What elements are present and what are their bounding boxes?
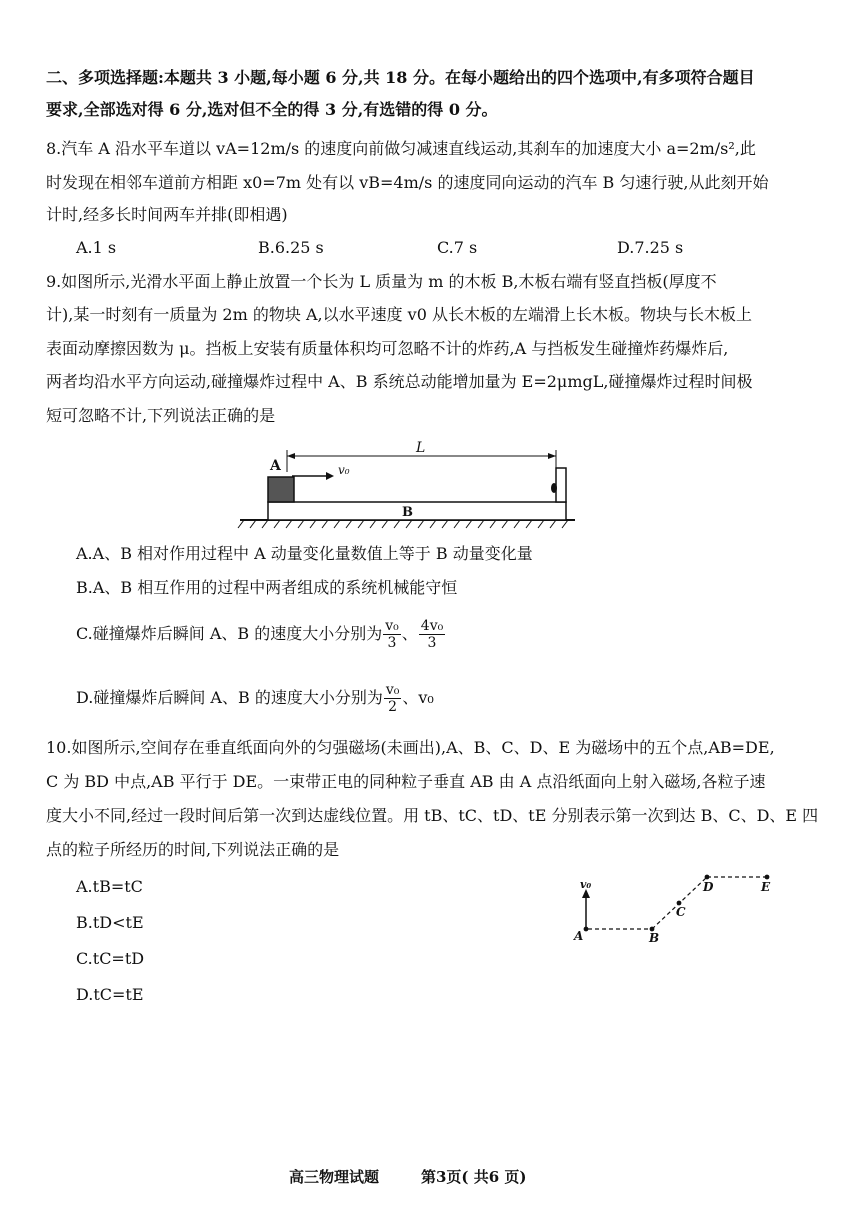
ground-hatch (238, 520, 568, 528)
q10-stem-line2: C 为 BD 中点,AB 平行于 DE。一束带正电的同种粒子垂直 AB 由 A 点沿纸面向上射入磁场,各粒子速 (46, 772, 766, 791)
point-a (584, 927, 589, 932)
fraction-v0-over-3: $\frac{\text{v₀}}{3}$ (385, 618, 399, 651)
q9-option-d-prefix: D.碰撞爆炸后瞬间 A、B 的速度大小分别为 (76, 688, 383, 707)
board-b (268, 502, 566, 520)
q9-option-c (76, 618, 446, 651)
label-b: B (402, 505, 413, 520)
label-v0: v₀ (338, 463, 350, 477)
q8-stem-line3: 计时,经多长时间两车并排(即相遇) (46, 205, 288, 224)
q10-option-a: A.tB=tC (76, 877, 143, 896)
q8-option-c: C.7 s (437, 238, 478, 257)
q10-stem-line4: 点的粒子所经历的时间,下列说法正确的是 (46, 840, 340, 859)
label-a: A (270, 458, 281, 474)
label-c: C (676, 905, 686, 919)
baffle (556, 468, 566, 502)
q9-stem-line5: 短可忽略不计,下列说法正确的是 (46, 406, 276, 425)
q9-option-d-suffix: 、v₀ (402, 688, 434, 707)
q9-stem-line2: 计),某一时刻有一质量为 2m 的物块 A,以水平速度 v0 从长木板的左端滑上长木板。物块与长木板上 (46, 305, 752, 324)
section-header-line2: 要求,全部选对得 6 分,选对但不全的得 3 分,有选错的得 0 分。 (46, 100, 498, 119)
q9-stem-line3: 表面动摩擦因数为 μ。挡板上安装有质量体积均可忽略不计的炸药,A 与挡板发生碰撞炸药爆炸后, (46, 339, 729, 358)
label-b: B (649, 931, 660, 945)
label-a: A (574, 929, 584, 943)
q8-stem-line1: 8.汽车 A 沿水平车道以 vA=12m/s 的速度向前做匀减速直线运动,其刹车的加速度大小 a=2m/s²,此 (46, 139, 756, 158)
label-e: E (761, 880, 771, 894)
q8-option-a: A.1 s (76, 238, 117, 257)
q9-option-d (76, 682, 434, 715)
footer-title: 高三物理试题 (289, 1168, 380, 1186)
footer-page-number: 第3页( 共6 页) (421, 1168, 527, 1186)
block-a (268, 477, 294, 502)
q10-option-b: B.tD<tE (76, 913, 144, 932)
q9-option-a: A.A、B 相对作用过程中 A 动量变化量数值上等于 B 动量变化量 (76, 544, 533, 563)
q8-stem-line2: 时发现在相邻车道前方相距 x0=7m 处有以 vB=4m/s 的速度同向运动的汽车 B 匀速行驶,从此刻开始 (46, 173, 769, 192)
q9-stem-line4: 两者均沿水平方向运动,碰撞爆炸过程中 A、B 系统总动能增加量为 E=2μmgL,碰撞爆炸过程时间极 (46, 372, 753, 391)
point-e (765, 875, 770, 880)
q9-stem-line1: 9.如图所示,光滑水平面上静止放置一个长为 L 质量为 m 的木板 B,木板右端有竖直挡板(厚度不 (46, 272, 717, 291)
q10-stem-line3: 度大小不同,经过一段时间后第一次到达虚线位置。用 tB、tC、tD、tE 分别表示第一次到达 B、C、D、E 四 (46, 806, 819, 825)
point-d (705, 875, 710, 880)
explosive (551, 483, 557, 493)
q9-option-b: B.A、B 相互作用的过程中两者组成的系统机械能守恒 (76, 578, 458, 597)
q10-stem-line1: 10.如图所示,空间存在垂直纸面向外的匀强磁场(未画出),A、B、C、D、E 为磁场中的五个点,AB=DE, (46, 738, 775, 757)
label-l: L (416, 440, 426, 456)
q10-option-d: D.tC=tE (76, 985, 144, 1004)
fraction-4v0-over-3: $\frac{\text{4v₀}}{3}$ (420, 618, 444, 651)
label-d: D (703, 880, 714, 894)
q8-option-b: B.6.25 s (258, 238, 324, 257)
q10-path-diagram (565, 868, 790, 948)
q9-option-c-prefix: C.碰撞爆炸后瞬间 A、B 的速度大小分别为 (76, 624, 383, 643)
label-v0: v₀ (580, 878, 592, 891)
fraction-v0-over-2: $\frac{\text{v₀}}{2}$ (385, 682, 400, 715)
section-header-line1: 二、多项选择题:本题共 3 小题,每小题 6 分,共 18 分。在每小题给出的四个选项中,有多项符合题目 (46, 68, 755, 87)
q9-board-diagram (230, 432, 580, 532)
q9-option-c-sep: 、 (401, 624, 418, 643)
q8-option-d: D.7.25 s (617, 238, 684, 257)
q10-option-c: C.tC=tD (76, 949, 145, 968)
